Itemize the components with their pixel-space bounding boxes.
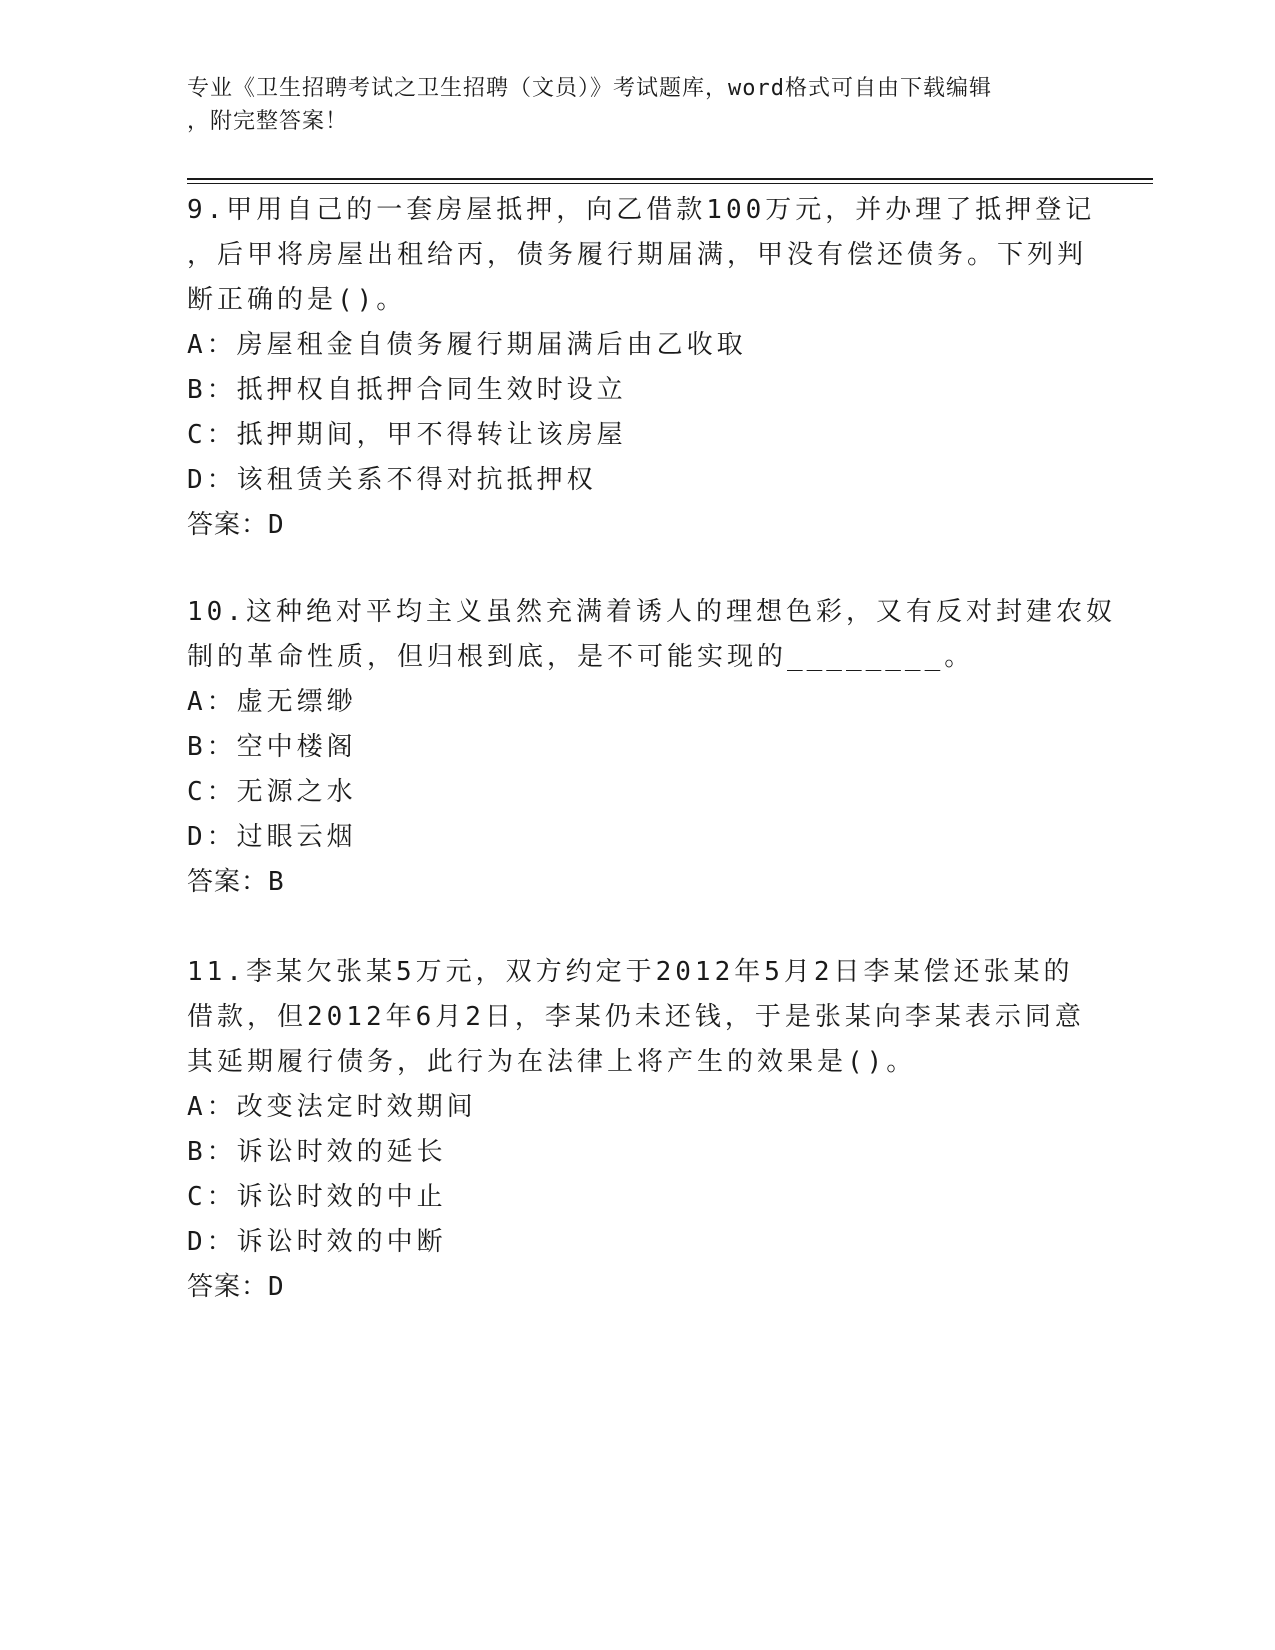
answer: 答案：B [187, 867, 285, 897]
header-divider [187, 178, 1153, 184]
question-text-line: 11.李某欠张某5万元，双方约定于2012年5月2日李某偿还张某的 [187, 957, 1074, 987]
option-b: B：空中楼阁 [187, 732, 357, 762]
question-text-line: 断正确的是()。 [187, 285, 407, 315]
option-a: A：房屋租金自债务履行期届满后由乙收取 [187, 330, 747, 360]
option-b: B：诉讼时效的延长 [187, 1137, 447, 1167]
page-header [187, 72, 1067, 138]
question-text-line: 10.这种绝对平均主义虽然充满着诱人的理想色彩，又有反对封建农奴 [187, 597, 1116, 627]
option-c: C：抵押期间，甲不得转让该房屋 [187, 420, 627, 450]
question-text-line: 制的革命性质，但归根到底，是不可能实现的________。 [187, 642, 975, 672]
question-text [187, 590, 1116, 680]
question-11 [187, 950, 1085, 1310]
question-10 [187, 590, 1116, 905]
question-text [187, 950, 1085, 1085]
option-b: B：抵押权自抵押合同生效时设立 [187, 375, 627, 405]
question-text-line: ，后甲将房屋出租给丙，债务履行期届满，甲没有偿还债务。下列判 [187, 240, 1088, 270]
option-c: C：诉讼时效的中止 [187, 1182, 447, 1212]
option-c: C：无源之水 [187, 777, 357, 807]
option-a: A：改变法定时效期间 [187, 1092, 477, 1122]
question-text-line: 其延期履行债务，此行为在法律上将产生的效果是()。 [187, 1047, 917, 1077]
question-text [187, 188, 1096, 323]
question-text-line: 9.甲用自己的一套房屋抵押，向乙借款100万元，并办理了抵押登记 [187, 195, 1096, 225]
option-a: A：虚无缥缈 [187, 687, 357, 717]
option-d: D：过眼云烟 [187, 822, 357, 852]
option-d: D：诉讼时效的中断 [187, 1227, 447, 1257]
header-line-1: 专业《卫生招聘考试之卫生招聘（文员）》考试题库，word格式可自由下载编辑 [187, 76, 992, 101]
question-9 [187, 188, 1096, 548]
answer: 答案：D [187, 510, 285, 540]
option-d: D：该租赁关系不得对抗抵押权 [187, 465, 597, 495]
answer: 答案：D [187, 1272, 285, 1302]
question-text-line: 借款，但2012年6月2日，李某仍未还钱，于是张某向李某表示同意 [187, 1002, 1085, 1032]
header-line-2: ，附完整答案！ [187, 109, 349, 134]
